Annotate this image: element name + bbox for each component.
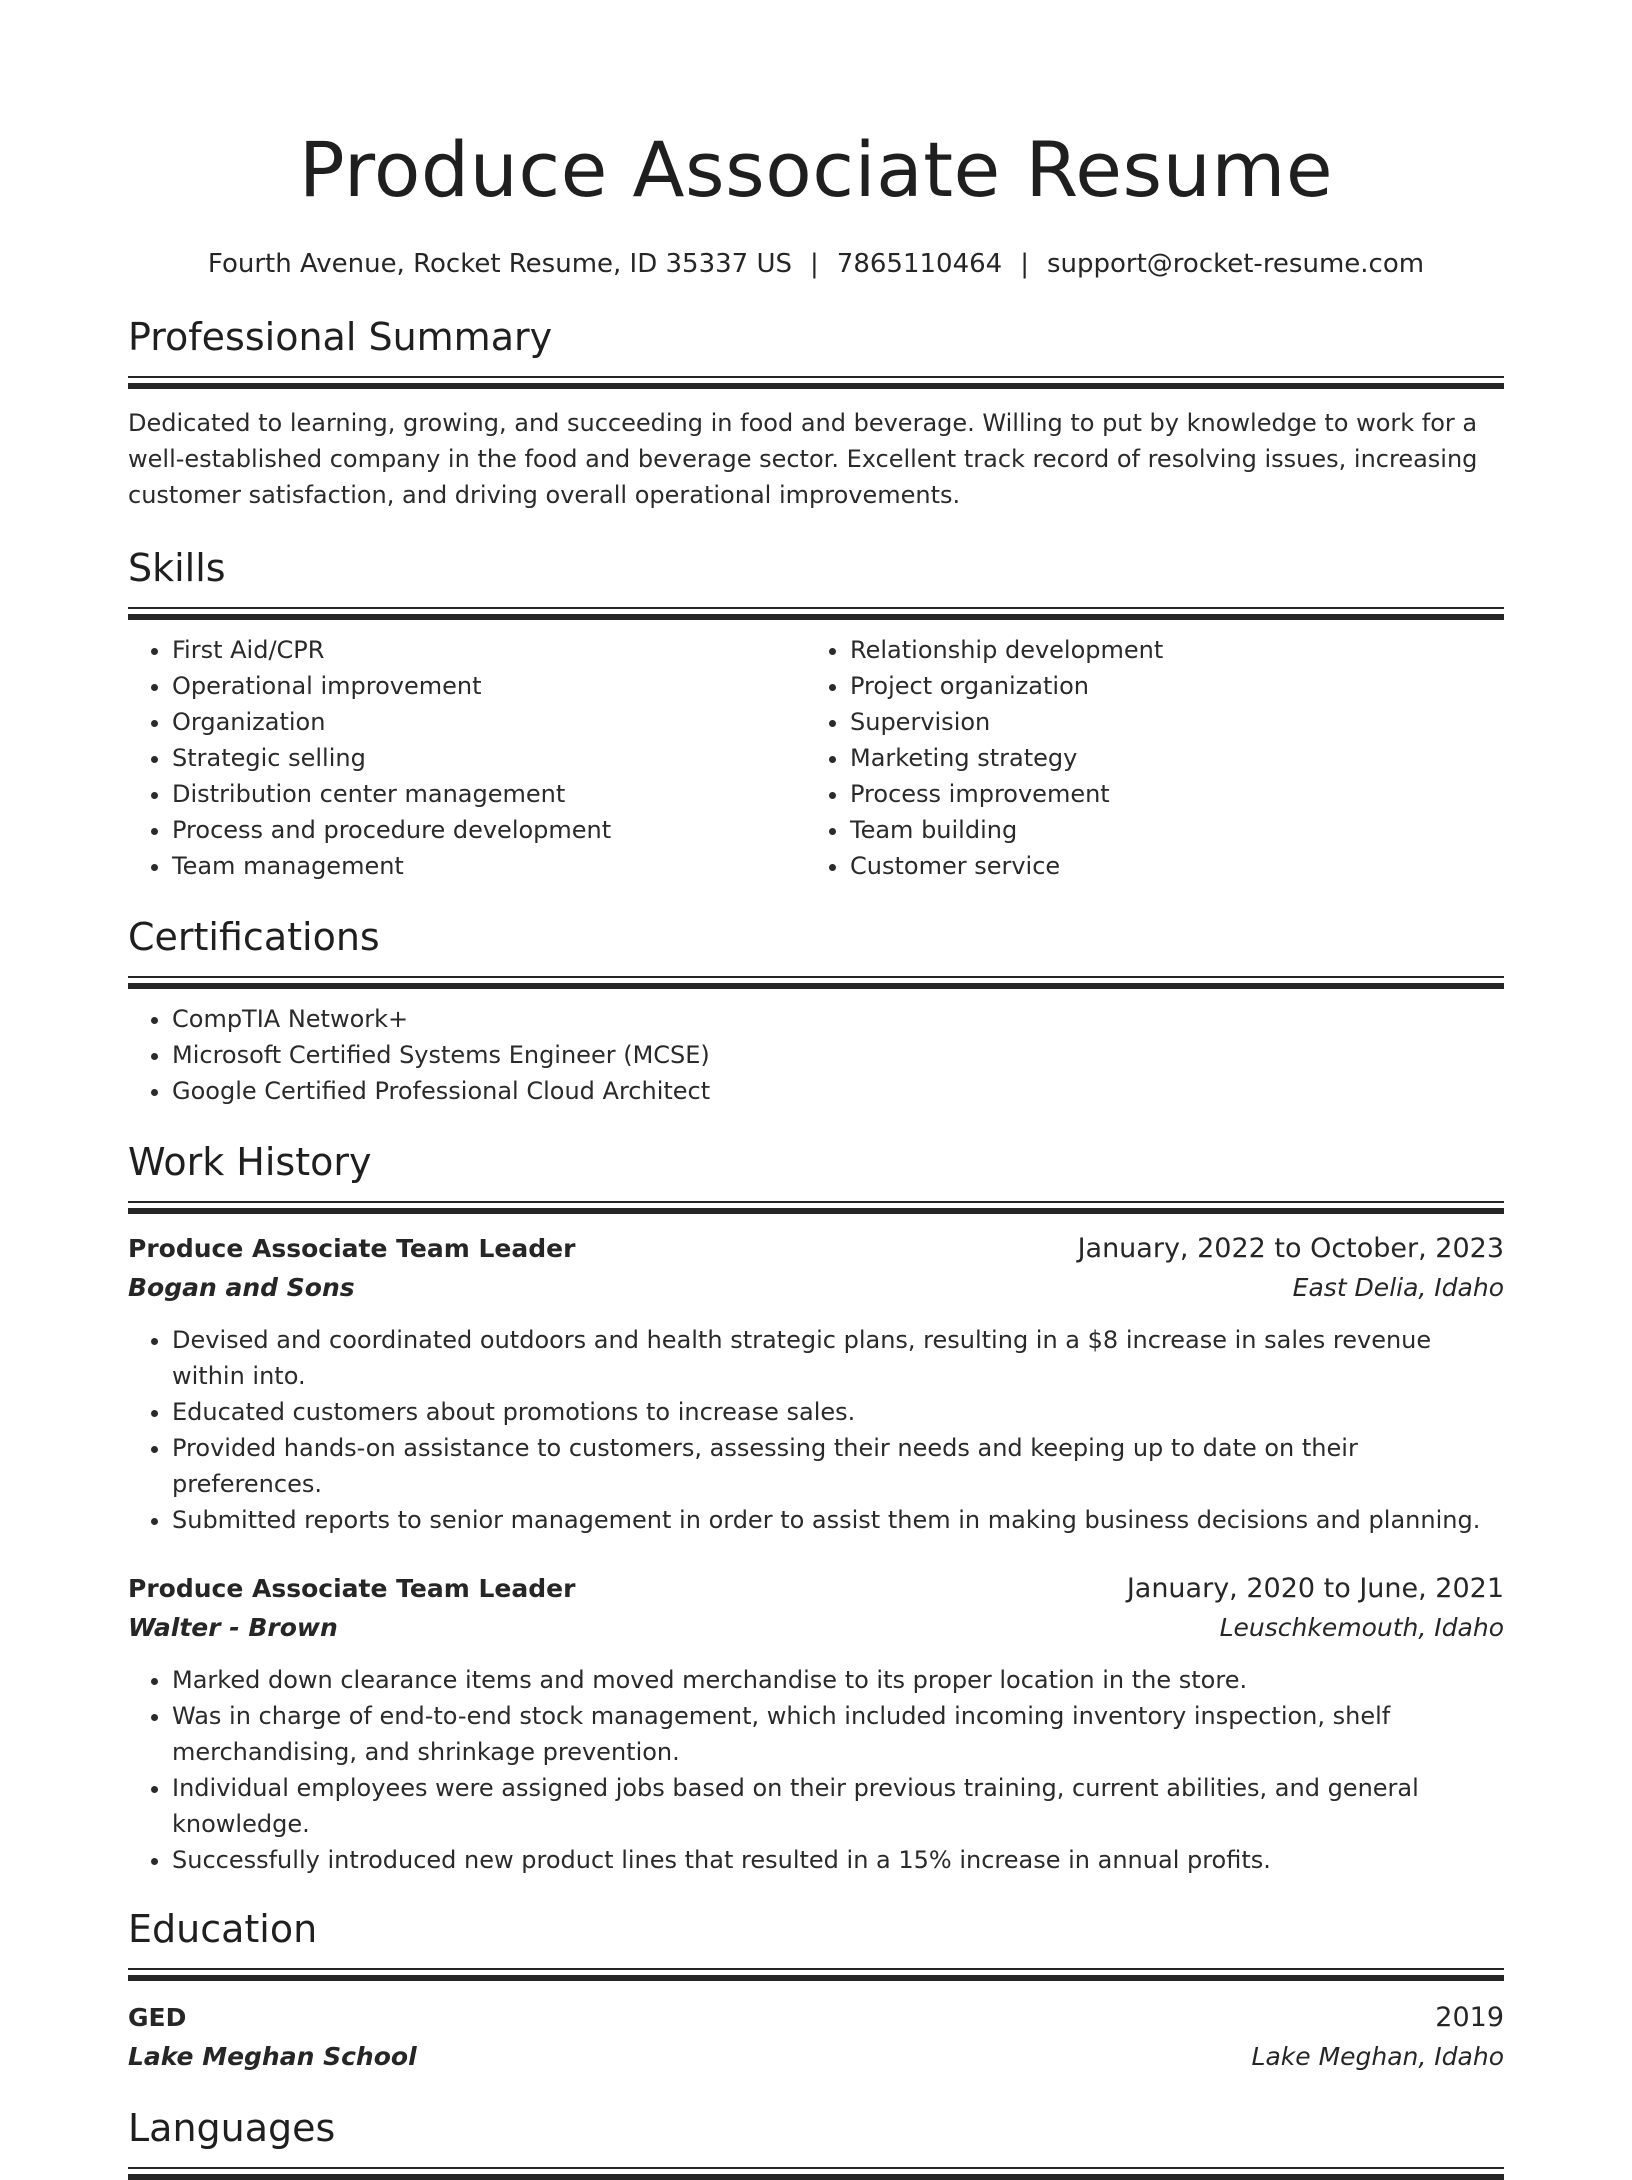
skill-item: • Organization (172, 704, 806, 740)
contact-email: support@rocket-resume.com (1046, 249, 1425, 279)
skill-item: • Relationship development (850, 632, 1484, 668)
skills-left-list (128, 632, 806, 884)
contact-address: Fourth Avenue, Rocket Resume, ID 35337 US (207, 249, 793, 279)
job-entry (128, 1230, 1504, 1538)
education-school: Lake Meghan School (128, 2042, 417, 2071)
certifications-heading: Certifications (128, 915, 380, 959)
contact-separator: | (810, 249, 819, 279)
job-bullet: • Submitted reports to senior management in order to assist them in making business decisions and planning. (172, 1502, 1504, 1538)
summary-section (128, 312, 1504, 513)
job-company: Walter - Brown (128, 1613, 338, 1642)
work-section (128, 1137, 1504, 1878)
skills-left-column (128, 632, 806, 884)
summary-text: Dedicated to learning, growing, and succeeding in food and beverage. Willing to put by knowledge to work for a well-established company in the food and beverage sector. Excellent track record of resolving issues, increasing customer satisfaction, and driving overall operational improvements. (128, 409, 1478, 509)
job-bullet: • Individual employees were assigned jobs based on their previous training, current abilities, and general knowledge. (172, 1770, 1504, 1842)
certification-item: • Google Certified Professional Cloud Architect (172, 1073, 1504, 1109)
contact-line (128, 246, 1504, 282)
work-heading: Work History (128, 1140, 372, 1184)
section-rule-thick (128, 614, 1504, 620)
certifications-section (128, 912, 1504, 1109)
languages-heading: Languages (128, 2106, 336, 2150)
job-entry (128, 1570, 1504, 1878)
job-company: Bogan and Sons (128, 1273, 355, 1302)
job-header-row (128, 1230, 1504, 1268)
job-bullet: • Was in charge of end-to-end stock management, which included incoming inventory inspection, shelf merchandising, and shrinkage prevention. (172, 1698, 1504, 1770)
job-dates: January, 2022 to October, 2023 (1077, 1233, 1504, 1264)
contact-separator: | (1020, 249, 1029, 279)
education-header-row (128, 1999, 1504, 2037)
section-rule-thin (128, 1968, 1504, 1970)
skill-item: • Process improvement (850, 776, 1484, 812)
languages-section (128, 2103, 1504, 2180)
section-rule-thick (128, 1208, 1504, 1214)
skills-columns (128, 632, 1504, 884)
skill-item: • First Aid/CPR (172, 632, 806, 668)
job-bullets (128, 1662, 1504, 1878)
education-school-row (128, 2037, 1504, 2077)
job-company-row (128, 1268, 1504, 1308)
job-bullet: • Provided hands-on assistance to customers, assessing their needs and keeping up to date on their preferences. (172, 1430, 1504, 1502)
section-rule-thick (128, 983, 1504, 989)
certification-item: • CompTIA Network+ (172, 1001, 1504, 1037)
section-rule-thin (128, 1201, 1504, 1203)
job-bullet: • Marked down clearance items and moved merchandise to its proper location in the store. (172, 1662, 1504, 1698)
skills-heading: Skills (128, 546, 226, 590)
certification-item: • Microsoft Certified Systems Engineer (MCSE) (172, 1037, 1504, 1073)
education-degree: GED (128, 2003, 187, 2032)
skill-item: • Distribution center management (172, 776, 806, 812)
section-rule-thin (128, 376, 1504, 378)
job-dates: January, 2020 to June, 2021 (1126, 1573, 1504, 1604)
skills-right-list (806, 632, 1484, 884)
education-location: Lake Meghan, Idaho (1251, 2042, 1504, 2071)
section-rule-thick (128, 2174, 1504, 2180)
skill-item: • Project organization (850, 668, 1484, 704)
resume-title: Produce Associate Resume (298, 125, 1334, 214)
job-title: Produce Associate Team Leader (128, 1574, 576, 1603)
job-header-row (128, 1570, 1504, 1608)
job-bullets (128, 1322, 1504, 1538)
skill-item: • Process and procedure development (172, 812, 806, 848)
contact-phone: 7865110464 (836, 249, 1003, 279)
skill-item: • Team building (850, 812, 1484, 848)
section-rule-thin (128, 2167, 1504, 2169)
certifications-list (128, 1001, 1504, 1109)
skills-right-column (806, 632, 1484, 884)
skills-section (128, 543, 1504, 884)
job-bullet: • Devised and coordinated outdoors and health strategic plans, resulting in a $8 increase in sales revenue within into. (172, 1322, 1504, 1394)
education-section (128, 1904, 1504, 2077)
skill-item: • Team management (172, 848, 806, 884)
section-rule-thick (128, 1975, 1504, 1981)
job-bullet: • Educated customers about promotions to increase sales. (172, 1394, 1504, 1430)
job-company-row (128, 1608, 1504, 1648)
job-title: Produce Associate Team Leader (128, 1234, 576, 1263)
job-bullet: • Successfully introduced new product lines that resulted in a 15% increase in annual profits. (172, 1842, 1504, 1878)
section-rule-thin (128, 607, 1504, 609)
education-year: 2019 (1435, 2002, 1504, 2033)
education-entry (128, 1999, 1504, 2077)
summary-heading: Professional Summary (128, 315, 553, 359)
skill-item: • Supervision (850, 704, 1484, 740)
section-rule-thin (128, 976, 1504, 978)
skill-item: • Marketing strategy (850, 740, 1484, 776)
skill-item: • Operational improvement (172, 668, 806, 704)
job-location: East Delia, Idaho (1292, 1273, 1504, 1302)
section-rule-thick (128, 383, 1504, 389)
skill-item: • Customer service (850, 848, 1484, 884)
resume-page (128, 0, 1504, 2180)
education-heading: Education (128, 1907, 318, 1951)
job-location: Leuschkemouth, Idaho (1219, 1613, 1504, 1642)
skill-item: • Strategic selling (172, 740, 806, 776)
